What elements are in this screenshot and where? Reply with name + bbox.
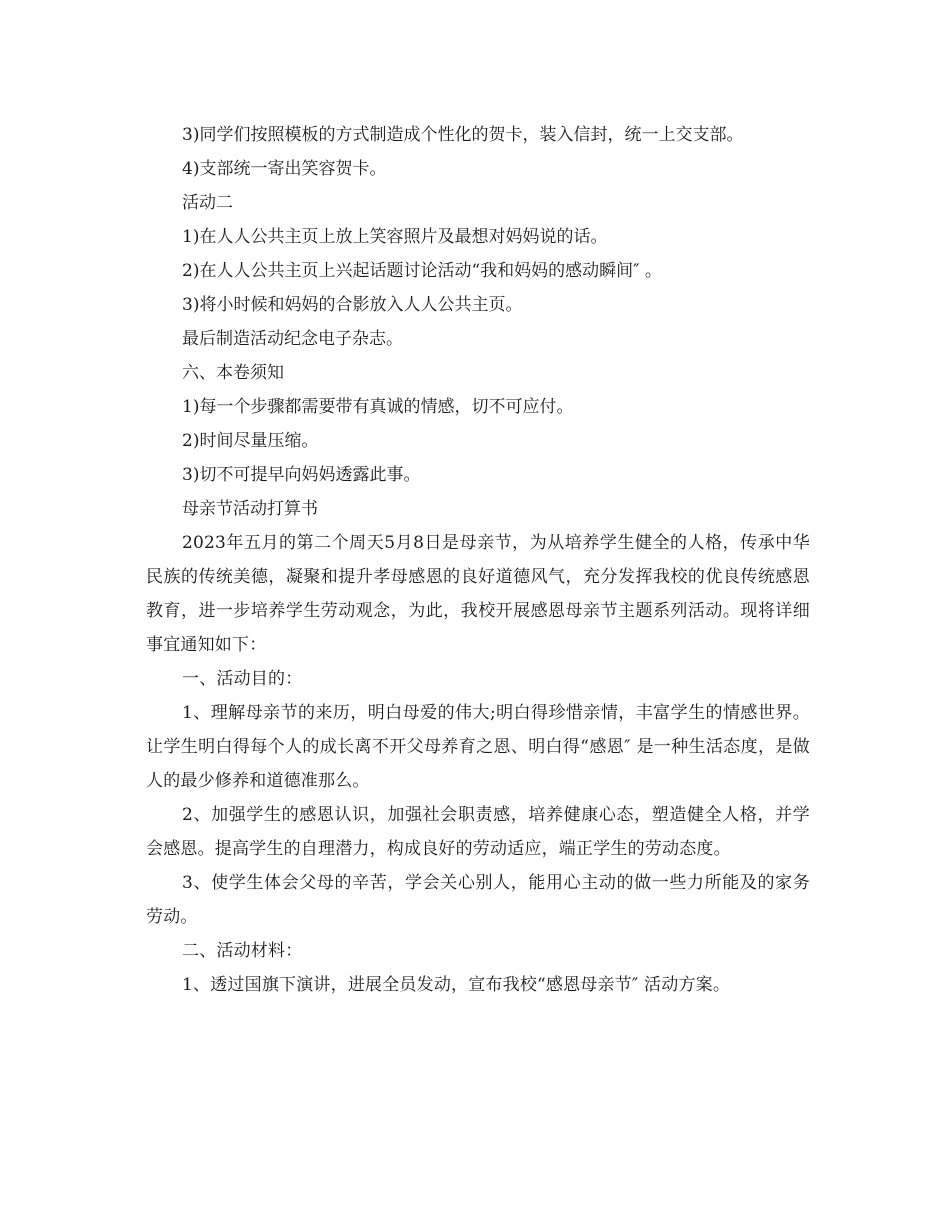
section-heading: 二、活动材料： bbox=[182, 941, 303, 961]
text-line: 2)在人人公共主页上兴起话题讨论活动“我和妈妈的感动瞬间″ 。 bbox=[182, 261, 662, 281]
section-heading: 一、活动目的： bbox=[182, 669, 303, 689]
section-heading: 活动二 bbox=[182, 193, 233, 213]
paragraph-goal-2: 2、加强学生的感恩认识，加强社会职责感，培养健康心态，塑造健全人格，并学会感恩。提高学生的自理潜力，构成良好的劳动适应，端正学生的劳动态度。 bbox=[146, 805, 810, 859]
text-line: 3)同学们按照模板的方式制造成个性化的贺卡，装入信封，统一上交支部。 bbox=[182, 125, 744, 145]
text-line: 2)时间尽量压缩。 bbox=[182, 431, 319, 451]
text-line: 最后制造活动纪念电子杂志。 bbox=[182, 329, 403, 349]
document-body bbox=[146, 118, 810, 1002]
text-line: 1)在人人公共主页上放上笑容照片及最想对妈妈说的话。 bbox=[182, 227, 608, 247]
paragraph-intro: 2023年五月的第二个周天5月8日是母亲节，为从培养学生健全的人格，传承中华民族的传统美德，凝聚和提升孝母感恩的良好道德风气，充分发挥我校的优良传统感恩教育，进一步培养学生劳动观念，为此，我校开展感恩母亲节主题系列活动。现将详细事宜通知如下： bbox=[146, 533, 810, 655]
text-line: 3)切不可提早向妈妈透露此事。 bbox=[182, 465, 421, 485]
paragraph-material-1: 1、透过国旗下演讲，进展全员发动，宣布我校“感恩母亲节″ 活动方案。 bbox=[182, 975, 731, 995]
text-line: 4)支部统一寄出笑容贺卡。 bbox=[182, 159, 387, 179]
section-heading: 六、本卷须知 bbox=[182, 363, 284, 383]
paragraph-goal-3: 3、使学生体会父母的辛苦，学会关心别人，能用心主动的做一些力所能及的家务劳动。 bbox=[146, 873, 810, 927]
text-line: 1)每一个步骤都需要带有真诚的情感，切不可应付。 bbox=[182, 397, 574, 417]
paragraph-goal-1: 1、理解母亲节的来历，明白母爱的伟大;明白得珍惜亲情，丰富学生的情感世界。让学生明白得每个人的成长离不开父母养育之恩、明白得“感恩″ 是一种生活态度，是做人的最少修养和道德准那么。 bbox=[146, 703, 810, 791]
text-line: 3)将小时候和妈妈的合影放入人人公共主页。 bbox=[182, 295, 523, 315]
document-title: 母亲节活动打算书 bbox=[182, 499, 318, 519]
